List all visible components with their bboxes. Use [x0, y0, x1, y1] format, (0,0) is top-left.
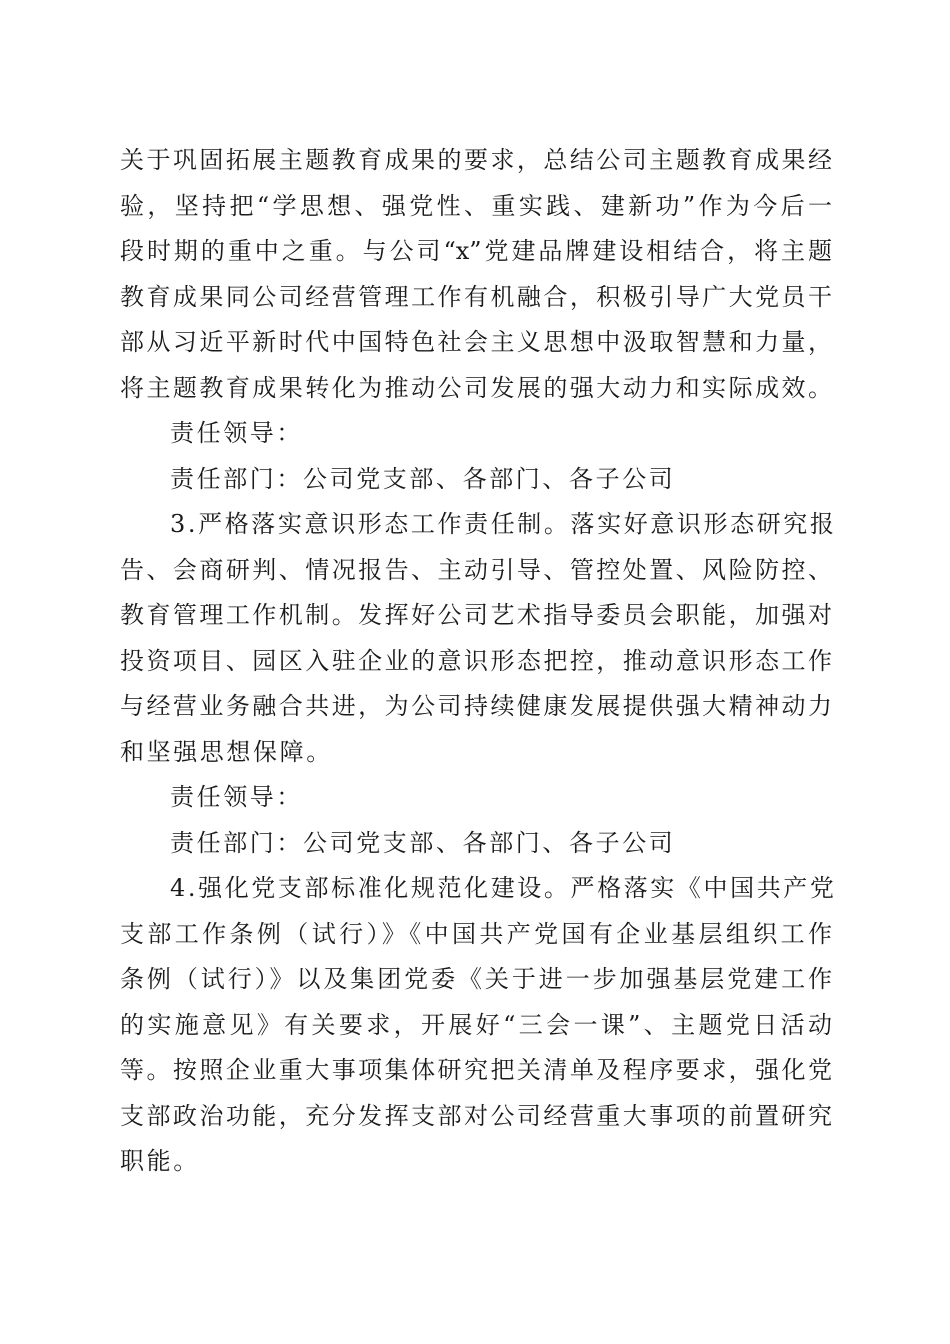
document-page: [120, 138, 837, 1185]
text-line: 与经营业务融合共进，为公司持续健康发展提供强大精神动力: [120, 692, 832, 720]
text-line: 和坚强思想保障。: [120, 737, 333, 766]
text-line: 支部政治功能，充分发挥支部对公司经营重大事项的前置研究: [120, 1101, 832, 1130]
text-line: 4.强化党支部标准化规范化建设。严格落实《中国共产党: [170, 874, 837, 902]
text-line: 告、会商研判、情况报告、主动引导、管控处置、风险防控、: [120, 555, 832, 584]
text-line: 的实施意见》有关要求，开展好“三会一课”、主题党日活动: [120, 1010, 832, 1039]
text-line: 条例（试行）》以及集团党委《关于进一步加强基层党建工作: [120, 965, 832, 993]
responsible-department-line: 责任部门：公司党支部、各部门、各子公司: [170, 464, 676, 493]
text-line: 3.严格落实意识形态工作责任制。落实好意识形态研究报: [170, 510, 837, 538]
text-line: 支部工作条例（试行）》《中国共产党国有企业基层组织工作: [120, 919, 832, 948]
text-line: 验，坚持把“学思想、强党性、重实践、建新功”作为今后一: [120, 191, 832, 220]
responsible-leader-label: 责任领导：: [170, 783, 303, 811]
text-line: 投资项目、园区入驻企业的意识形态把控，推动意识形态工作: [120, 646, 832, 675]
text-line: 段时期的重中之重。与公司“x”党建品牌建设相结合，将主题: [120, 237, 832, 265]
text-line: 将主题教育成果转化为推动公司发展的强大动力和实际成效。: [120, 373, 832, 402]
text-line: 部从习近平新时代中国特色社会主义思想中汲取智慧和力量，: [120, 328, 832, 356]
responsible-department-line: 责任部门：公司党支部、各部门、各子公司: [170, 828, 676, 857]
paragraph-ideology-responsibility: [120, 502, 837, 775]
text-line: 教育成果同公司经营管理工作有机融合，积极引导广大党员干: [120, 282, 832, 311]
responsible-leader-label: 责任领导：: [170, 419, 303, 447]
text-line: 职能。: [120, 1147, 200, 1175]
paragraph-theme-education: [120, 138, 832, 411]
text-line: 教育管理工作机制。发挥好公司艺术指导委员会职能，加强对: [120, 601, 832, 629]
text-line: 等。按照企业重大事项集体研究把关清单及程序要求，强化党: [120, 1056, 832, 1084]
paragraph-branch-standardization: [120, 866, 837, 1185]
text-line: 关于巩固拓展主题教育成果的要求，总结公司主题教育成果经: [120, 146, 832, 174]
